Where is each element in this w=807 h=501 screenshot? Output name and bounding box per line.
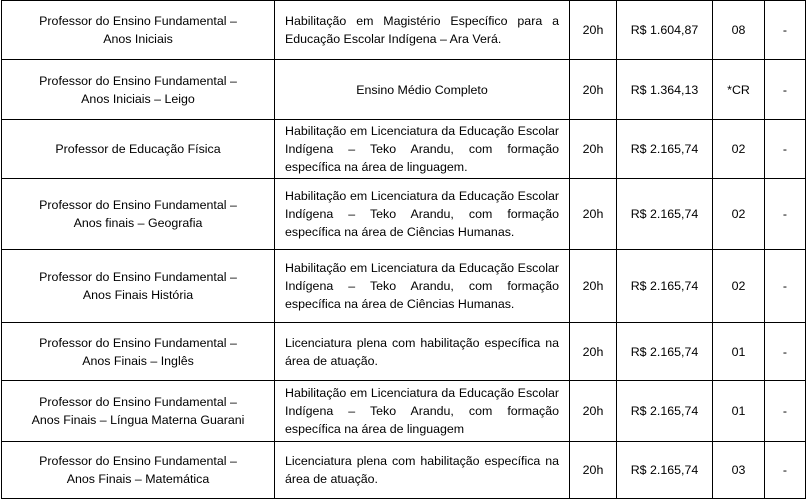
salario-cell: R$ 1.604,87 [617, 1, 713, 60]
extra-cell: - [765, 323, 806, 381]
requisito-cell: Habilitação em Licenciatura da Educação Escolar Indígena – Teko Arandu, com formação específica na área de linguagem. [275, 120, 570, 179]
vagas-cell: 02 [713, 250, 765, 323]
table-row [2, 60, 806, 120]
table-row [2, 442, 806, 499]
cargo-cell: Professor do Ensino Fundamental – Anos Iniciais [2, 1, 275, 60]
extra-cell: - [765, 120, 806, 179]
extra-cell: - [765, 1, 806, 60]
cargo-cell: Professor de Educação Física [2, 120, 275, 179]
requisito-cell: Habilitação em Licenciatura da Educação Escolar Indígena – Teko Arandu, com formação específica na área de linguagem [275, 381, 570, 442]
carga-cell: 20h [570, 323, 617, 381]
salario-cell: R$ 1.364,13 [617, 60, 713, 120]
requisito-cell: Licenciatura plena com habilitação específica na área de atuação. [275, 442, 570, 499]
requisito-cell: Licenciatura plena com habilitação específica na área de atuação. [275, 323, 570, 381]
requisito-cell: Ensino Médio Completo [275, 60, 570, 120]
carga-cell: 20h [570, 1, 617, 60]
carga-cell: 20h [570, 60, 617, 120]
carga-cell: 20h [570, 442, 617, 499]
table-row [2, 120, 806, 179]
table-row [2, 250, 806, 323]
extra-cell: - [765, 381, 806, 442]
extra-cell: - [765, 179, 806, 250]
carga-cell: 20h [570, 250, 617, 323]
cargo-cell: Professor do Ensino Fundamental – Anos finais – Geografia [2, 179, 275, 250]
cargo-cell: Professor do Ensino Fundamental – Anos Finais – Inglês [2, 323, 275, 381]
carga-cell: 20h [570, 179, 617, 250]
salario-cell: R$ 2.165,74 [617, 120, 713, 179]
salario-cell: R$ 2.165,74 [617, 442, 713, 499]
vagas-cell: 02 [713, 179, 765, 250]
table-row [2, 381, 806, 442]
requisito-cell: Habilitação em Licenciatura da Educação Escolar Indígena – Teko Arandu, com formação específica na área de Ciências Humanas. [275, 250, 570, 323]
extra-cell: - [765, 250, 806, 323]
cargo-cell: Professor do Ensino Fundamental – Anos Iniciais – Leigo [2, 60, 275, 120]
vagas-cell: 02 [713, 120, 765, 179]
vagas-cell: *CR [713, 60, 765, 120]
vagas-cell: 01 [713, 323, 765, 381]
vagas-cell: 08 [713, 1, 765, 60]
table-row [2, 1, 806, 60]
salario-cell: R$ 2.165,74 [617, 250, 713, 323]
salario-cell: R$ 2.165,74 [617, 179, 713, 250]
carga-cell: 20h [570, 120, 617, 179]
salario-cell: R$ 2.165,74 [617, 381, 713, 442]
vagas-cell: 01 [713, 381, 765, 442]
table-row [2, 179, 806, 250]
vagas-cell: 03 [713, 442, 765, 499]
cargo-cell: Professor do Ensino Fundamental – Anos Finais – Matemática [2, 442, 275, 499]
extra-cell: - [765, 60, 806, 120]
cargo-cell: Professor do Ensino Fundamental – Anos Finais História [2, 250, 275, 323]
table-row [2, 323, 806, 381]
extra-cell: - [765, 442, 806, 499]
requisito-cell: Habilitação em Licenciatura da Educação Escolar Indígena – Teko Arandu, com formação específica na área de Ciências Humanas. [275, 179, 570, 250]
requisito-cell: Habilitação em Magistério Específico para a Educação Escolar Indígena – Ara Verá. [275, 1, 570, 60]
salario-cell: R$ 2.165,74 [617, 323, 713, 381]
cargo-cell: Professor do Ensino Fundamental – Anos Finais – Língua Materna Guarani [2, 381, 275, 442]
carga-cell: 20h [570, 381, 617, 442]
vacancy-table [1, 0, 806, 499]
